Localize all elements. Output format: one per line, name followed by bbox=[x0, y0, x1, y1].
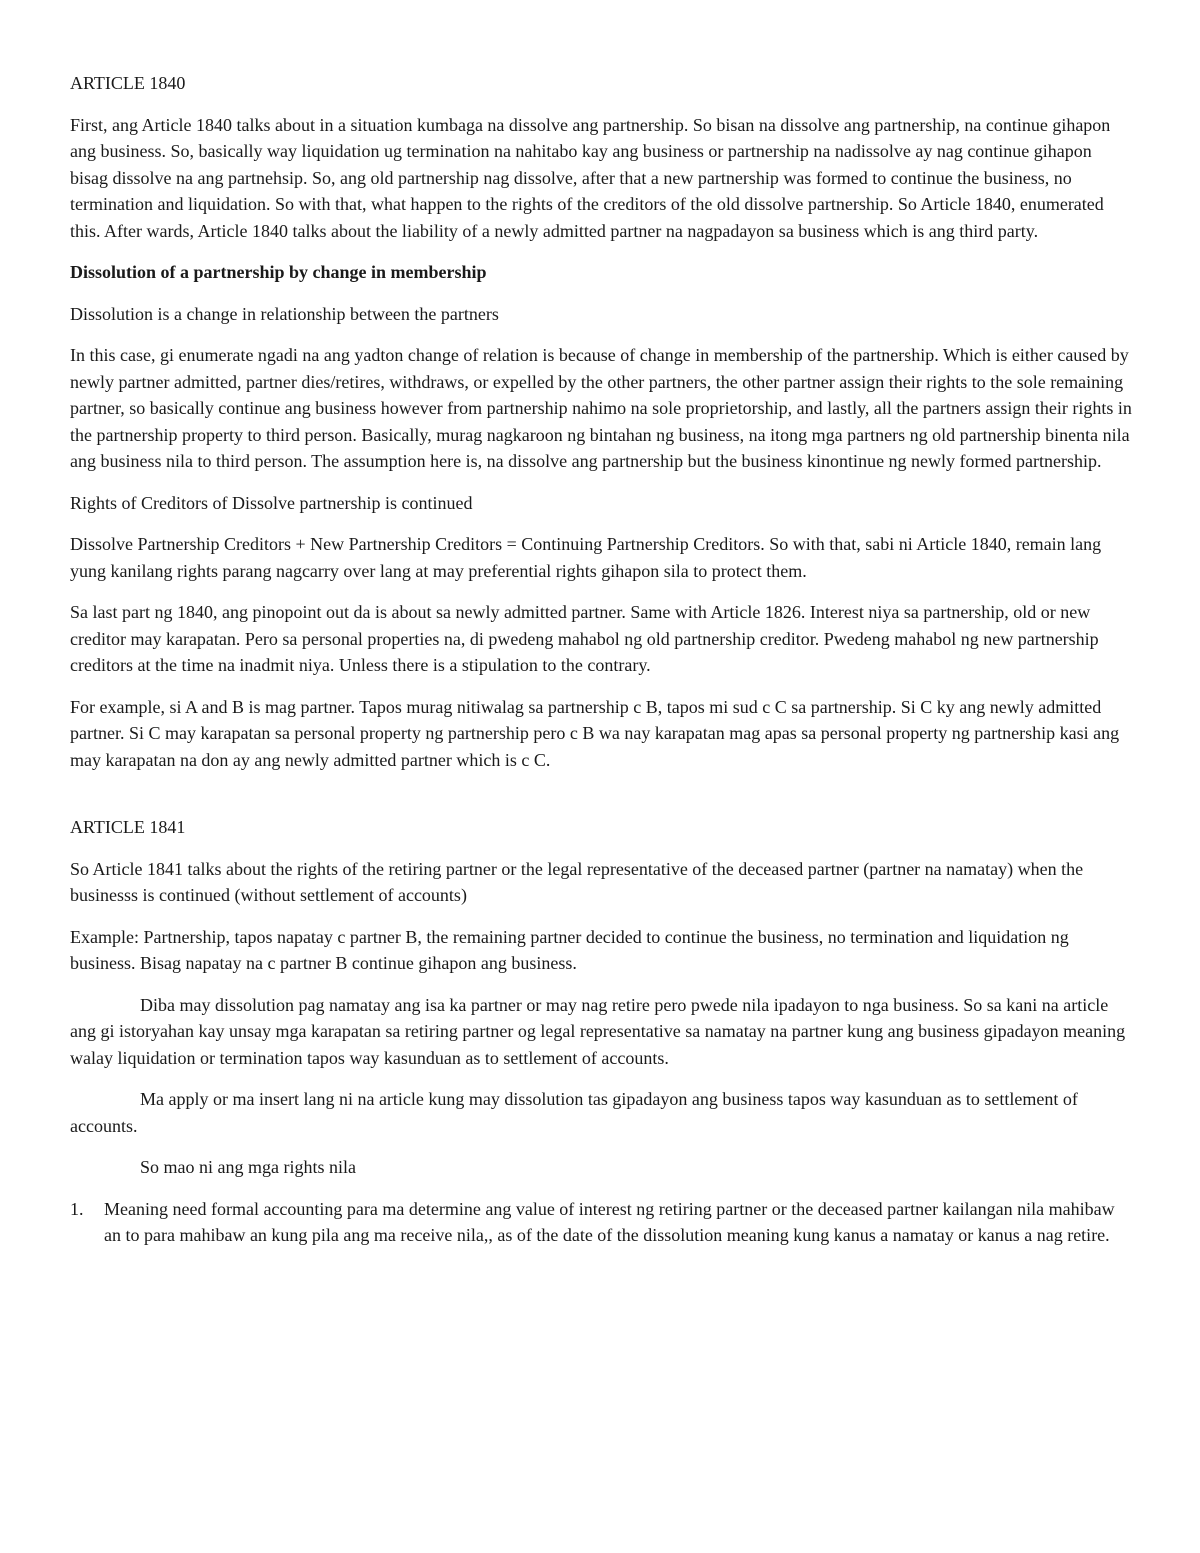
article-1840-heading: ARTICLE 1840 bbox=[70, 73, 186, 93]
newly-admitted-partner-paragraph: Sa last part ng 1840, ang pinopoint out da is about sa newly admitted partner. Same with Article 1826. Interest niya sa partnership, old or new creditor may karapatan. Pero sa personal properties na, di pwedeng mahabol ng old partnership creditor. Pwedeng mahabol ng new partnership creditors at the time na inadmit niya. Unless there is a stipulation to the contrary. bbox=[70, 602, 1099, 675]
rights-list bbox=[70, 1196, 1132, 1249]
document-page bbox=[70, 70, 1132, 1264]
list-item bbox=[70, 1196, 1132, 1249]
continuing-creditors-paragraph: Dissolve Partnership Creditors + New Partnership Creditors = Continuing Partnership Creditors. So with that, sabi ni Article 1840, remain lang yung kanilang rights parang nagcarry over lang at may preferential rights gihapon sila to protect them. bbox=[70, 534, 1102, 581]
change-in-membership-paragraph: In this case, gi enumerate ngadi na ang yadton change of relation is because of change in membership of the partnership. Which is either caused by newly partner admitted, partner dies/retires, withdraws, or expelled by the other partners, the other partner assign their rights to the sole remaining partner, so basically continue ang business however from partnership nahimo na sole proprietorship, and lastly, all the partners assign their rights in the partnership property to third person. Basically, murag nagkaroon ng bintahan ng business, na itong mga partners ng old partnership binenta nila ang business nila to third person. The assumption here is, na dissolve ang partnership but the business kinontinue ng newly formed partnership. bbox=[70, 345, 1132, 471]
application-paragraph: Ma apply or ma insert lang ni na article kung may dissolution tas gipadayon ang business tapos way kasunduan as to settlement of accounts. bbox=[70, 1089, 1078, 1136]
rights-of-creditors-paragraph: Rights of Creditors of Dissolve partnership is continued bbox=[70, 492, 473, 513]
list-item-number: 1. bbox=[70, 1198, 84, 1219]
article-1841-example-paragraph: Example: Partnership, tapos napatay c partner B, the remaining partner decided to continue the business, no termination and liquidation ng business. Bisag napatay na c partner B continue gihapon ang business. bbox=[70, 926, 1069, 973]
list-item-text: Meaning need formal accounting para ma determine ang value of interest ng retiring partner or the deceased partner kailangan nila mahibaw an to para mahibaw an kung pila ang ma receive nila,, as of the date of the dissolution meaning kung kanus a namatay or kanus a nag retire. bbox=[104, 1198, 1115, 1245]
dissolution-subheading: Dissolution of a partnership by change in membership bbox=[70, 262, 487, 282]
article-1841-heading: ARTICLE 1841 bbox=[70, 817, 186, 837]
dissolution-rights-paragraph: Diba may dissolution pag namatay ang isa ka partner or may nag retire pero pwede nila ipadayon to nga business. So sa kani na article ang gi istoryahan kay unsay mga karapatan sa retiring partner og legal representative sa namatay na partner kung ang business gipadayon meaning walay liquidation or termination tapos way kasunduan as to settlement of accounts. bbox=[70, 994, 1126, 1068]
example-paragraph: For example, si A and B is mag partner. Tapos murag nitiwalag sa partnership c B, tapos mi sud c C sa partnership. Si C ky ang newly admitted partner. Si C may karapatan sa personal property ng partnership pero c B wa nay karapatan mag apas sa personal property ng partnership kasi ang may karapatan na don ay ang newly admitted partner which is c C. bbox=[70, 696, 1120, 770]
article-1841-intro-paragraph: So Article 1841 talks about the rights of the retiring partner or the legal representative of the deceased partner (partner na namatay) when the businesss is continued (without settlement of accounts) bbox=[70, 858, 1084, 905]
dissolution-definition-paragraph: Dissolution is a change in relationship between the partners bbox=[70, 303, 499, 324]
article-1840-intro-paragraph: First, ang Article 1840 talks about in a situation kumbaga na dissolve ang partnership. So bisan na dissolve ang partnership, na continue gihapon ang business. So, basically way liquidation ug termination na nahitabo kay ang business or partnership na nadissolve ay nag continue gihapon bisag dissolve na ang partnehsip. So, ang old partnership nag dissolve, after that a new partnership was formed to continue the business, no termination and liquidation. So with that, what happen to the rights of the creditors of the old dissolve partnership. So Article 1840, enumerated this. After wards, Article 1840 talks about the liability of a newly admitted partner na nagpadayon sa business which is ang third party. bbox=[70, 114, 1111, 241]
rights-intro-paragraph: So mao ni ang mga rights nila bbox=[140, 1157, 356, 1177]
section-spacer bbox=[70, 788, 1132, 814]
